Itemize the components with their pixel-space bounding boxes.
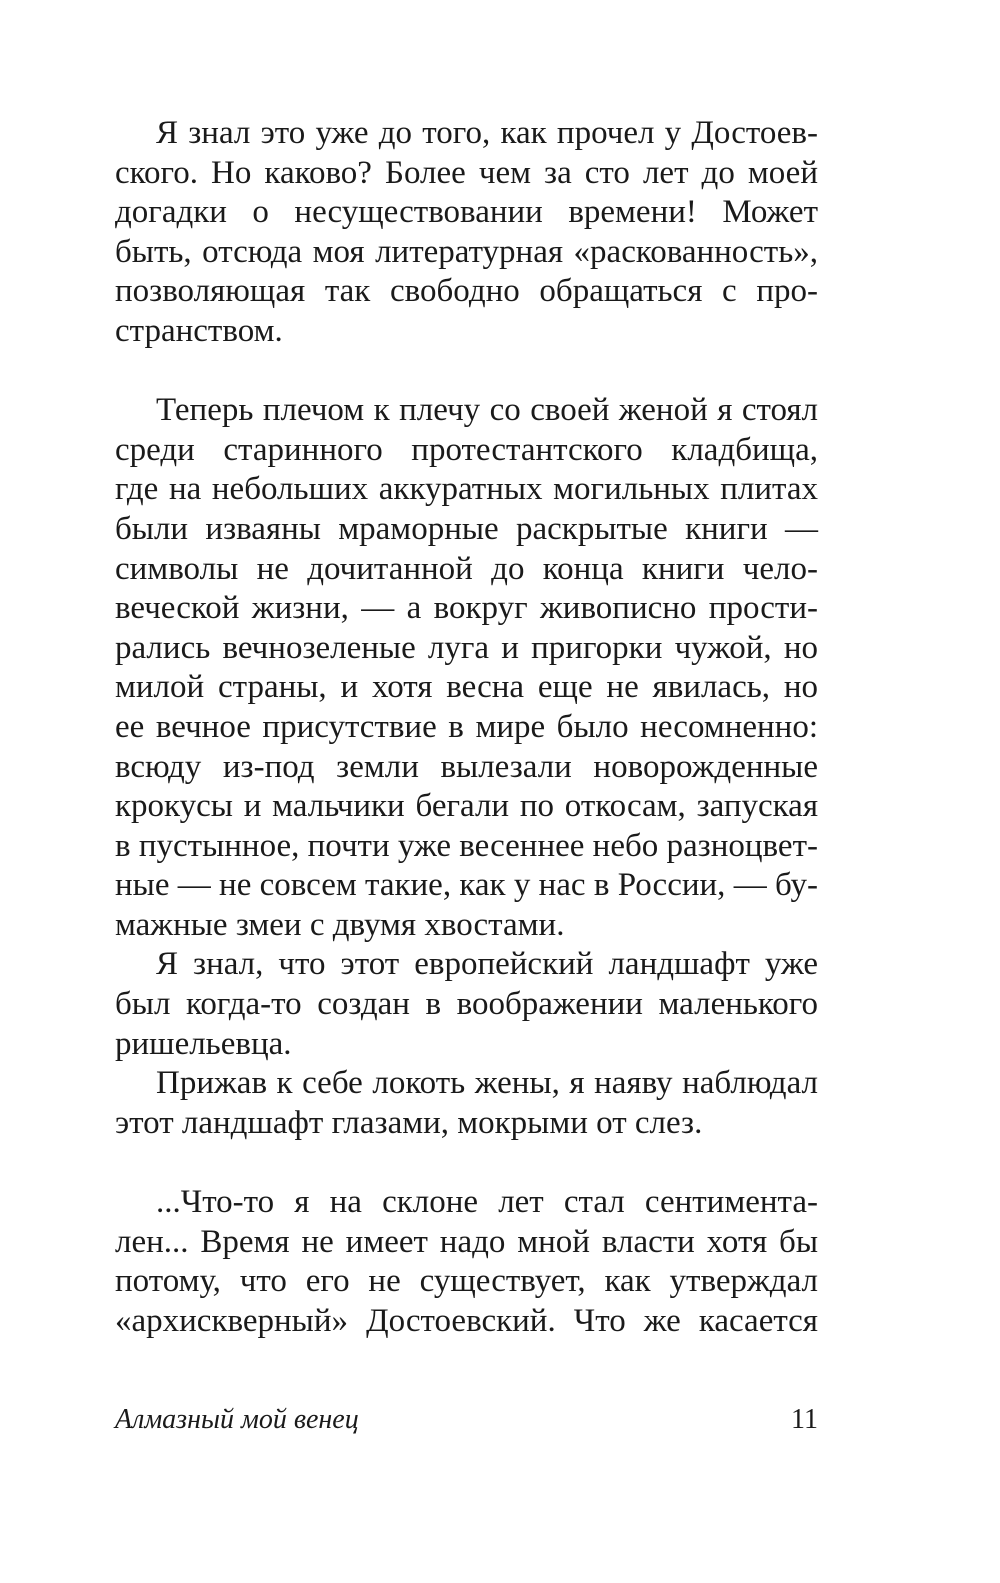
text-line: ее вечное присутствие в мире было несомненно: — [115, 708, 818, 745]
section-break — [115, 1143, 818, 1183]
text-line: потому, что его не существует, как утверждал — [115, 1263, 818, 1300]
text-line: символы не дочитанной до конца книги чело- — [115, 550, 818, 587]
text-line: среди старинного протестантского кладбища, — [115, 431, 818, 468]
text-line: был когда-то создан в воображении маленького — [115, 986, 818, 1023]
text-line: Я знал это уже до того, как прочел у Достоев- — [156, 115, 818, 151]
text-line: ные — не совсем такие, как у нас в России, — бу- — [115, 867, 818, 904]
text-line: рались вечнозеленые луга и пригорки чужой, но — [115, 629, 818, 666]
section-break — [115, 352, 818, 392]
text-line: Теперь плечом к плечу со своей женой я стоял — [156, 392, 818, 429]
text-line: этот ландшафт глазами, мокрыми от слез. — [115, 1104, 703, 1141]
text-line: крокусы и мальчики бегали по откосам, запуская — [115, 788, 818, 825]
text-line: ...Что-то я на склоне лет стал сентимента- — [156, 1184, 818, 1221]
text-line: где на небольших аккуратных могильных плитах — [115, 471, 818, 508]
text-line: были изваяны мраморные раскрытые книги — — [115, 510, 818, 547]
text-line: в пустынное, почти уже весеннее небо разноцвет- — [115, 827, 818, 864]
text-line: быть, отсюда моя литературная «раскованность», — [115, 233, 818, 270]
text-line: мажные змеи с двумя хвостами. — [115, 906, 565, 943]
text-line: странством. — [115, 312, 283, 349]
text-line: ского. Но каково? Более чем за сто лет до моей — [115, 154, 818, 191]
page-number: 11 — [791, 1404, 818, 1435]
paragraph — [115, 1183, 818, 1341]
paragraph — [115, 945, 818, 1064]
text-line: веческой жизни, — а вокруг живописно прости- — [115, 590, 818, 627]
page-body — [115, 114, 818, 1341]
text-line: «архискверный» Достоевский. Что же касается — [115, 1302, 818, 1339]
text-line: ришельевца. — [115, 1025, 292, 1062]
paragraph — [115, 391, 818, 945]
text-line: догадки о несуществовании времени! Может — [115, 194, 818, 231]
text-line: лен... Время не имеет надо мной власти хотя бы — [115, 1223, 818, 1260]
paragraph — [115, 114, 818, 352]
text-line: позволяющая так свободно обращаться с про- — [115, 273, 818, 310]
text-line: Прижав к себе локоть жены, я наяву наблюдал — [156, 1065, 818, 1102]
text-line: Я знал, что этот европейский ландшафт уже — [156, 946, 818, 983]
page-footer — [115, 1400, 818, 1440]
text-line: всюду из-под земли вылезали новорожденные — [115, 748, 818, 785]
text-line: милой страны, и хотя весна еще не явилась, но — [115, 669, 818, 706]
running-title: Алмазный мой венец — [115, 1404, 359, 1435]
paragraph — [115, 1064, 818, 1143]
